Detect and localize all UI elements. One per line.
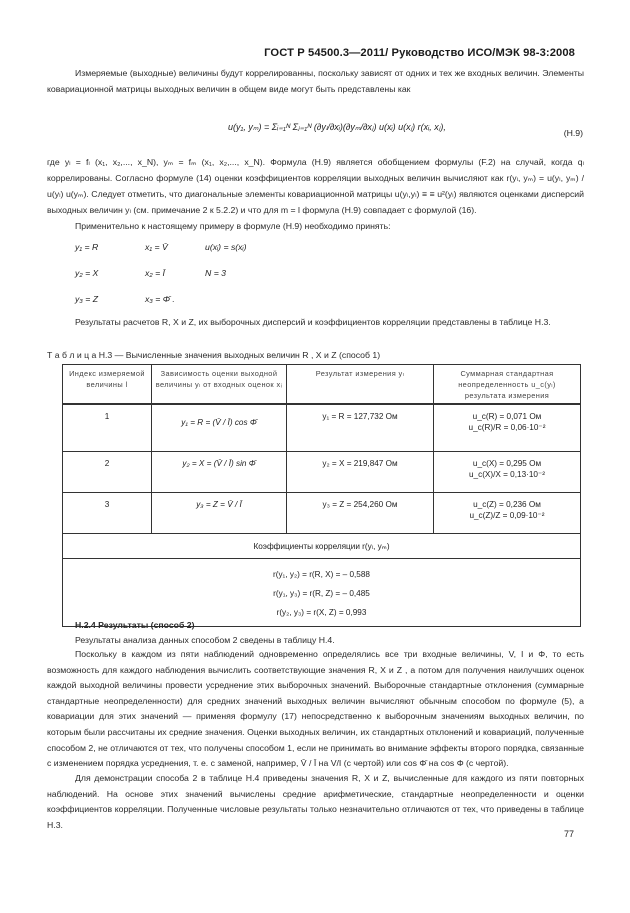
- uncertainty-rel: u_c(R)/R = 0,06·10⁻²: [468, 423, 546, 432]
- header-index: Индекс измеряемой величины l: [63, 365, 152, 405]
- section-paragraph-2: Поскольку в каждом из пяти наблюдений одновременно определялись все три входные величины, V, I и Φ, то есть возможность для каждого наблюдения вычислить соответствующие значения R, X и Z , а потом для получения наилучших оценок каждой выходной величины провести усреднение этих выборочных значений. Выборочные стандартные отклонения (суммарные стандартные неопределенности) для средних значений выходных величин вычисляют обычным способом по формуле (5), а ковариации для этих значений — применяя формулу (17) непосредственно к выборочным значениям выходных величин, по которым были рассчитаны их средние значения. Оценки выходных величин, их стандартных отклонений и ковариаций, полученные способом 2, не отличаются от тех, что получены способом 1, если не принимать во внимание эффекты второго порядка, связанные с изменением порядка усреднения, т. е. с заменой, например, V̄ / Ī на V/I (с чертой) или cos Φ̄ на cos Φ (с чертой).: [47, 649, 584, 769]
- table-header-row: [63, 365, 581, 405]
- table-row: [63, 452, 581, 493]
- cell-uncertainty: [434, 452, 581, 493]
- results-intro: Результаты расчетов R, X и Z, их выборочных дисперсий и коэффициентов корреляции представлены в таблице H.3.: [75, 317, 551, 327]
- cell-index: 1: [63, 404, 152, 452]
- assignment-x3: x₃ = Φ̄ .: [145, 294, 175, 304]
- table-caption: Т а б л и ц а H.3 — Вычисленные значения выходных величин R , X и Z (способ 1): [47, 350, 381, 360]
- cell-uncertainty: [434, 404, 581, 452]
- section-title: H.2.4 Результаты (способ 2): [75, 620, 195, 630]
- intro-paragraph: Измеряемые (выходные) величины будут коррелированны, поскольку зависят от одних и тех же входных величин. Элементы ковариационной матрицы выходных величин в общем виде могут быть представлены как: [47, 68, 584, 94]
- uncertainty-abs: u_c(R) = 0,071 Ом: [472, 412, 542, 421]
- cell-dependency: y₁ = R = (V̄ / Ī) cos Φ̄: [152, 404, 287, 452]
- cell-index: 3: [63, 493, 152, 534]
- correlation-r23: r(y₂, y₃) = r(X, Z) = 0,993: [276, 608, 367, 617]
- assignment-x1: x₁ = V̄: [145, 242, 168, 252]
- correlation-header: Коэффициенты корреляции r(yₗ, yₘ): [63, 534, 581, 559]
- formula-rhs: Σᵢ₌₁ᴺ Σⱼ₌₁ᴺ (∂yₗ/∂xᵢ)(∂yₘ/∂xⱼ) u(xᵢ) u(xⱼ) r(xᵢ, xⱼ),: [271, 122, 446, 132]
- application-paragraph: Применительно к настоящему примеру в формуле (H.9) необходимо принять:: [75, 221, 391, 231]
- cell-uncertainty: [434, 493, 581, 534]
- header-uncertainty: Суммарная стандартная неопределенность u_c(yₗ) результата измерения: [434, 365, 581, 405]
- document-header: ГОСТ Р 54500.3—2011/ Руководство ИСО/МЭК 98-3:2008: [264, 47, 575, 59]
- uncertainty-rel: u_c(X)/X = 0,13·10⁻²: [469, 470, 545, 479]
- section-paragraph-1: Результаты анализа данных способом 2 сведены в таблицу H.4.: [75, 635, 335, 645]
- table-row: [63, 404, 581, 452]
- assignment-x2: x₂ = Ī: [145, 268, 165, 278]
- page-number: 77: [563, 829, 574, 839]
- correlation-r13: r(y₁, y₃) = r(R, Z) = – 0,485: [273, 589, 370, 598]
- uncertainty-abs: u_c(Z) = 0,236 Ом: [473, 500, 541, 509]
- uncertainty-rel: u_c(Z)/Z = 0,09·10⁻²: [469, 511, 545, 520]
- assignment-y1: y₁ = R: [75, 242, 99, 252]
- cell-result: y₁ = R = 127,732 Ом: [287, 404, 434, 452]
- assignment-u: u(xᵢ) = s(xᵢ): [205, 242, 247, 252]
- cell-dependency: y₂ = X = (V̄ / Ī) sin Φ̄: [152, 452, 287, 493]
- correlation-header-row: [63, 534, 581, 559]
- results-table-h3: [62, 364, 581, 627]
- section-paragraph-3: Для демонстрации способа 2 в таблице H.4 приведены значения R, X и Z, вычисленные для каждого из пяти повторных наблюдений. На основе этих значений вычислены средние арифметические, стандартные неопределенности и оценки коэффициентов корреляции. Полученные числовые результаты только незначительно отличаются от тех, что приведены в таблице H.3.: [47, 773, 584, 830]
- cell-index: 2: [63, 452, 152, 493]
- uncertainty-abs: u_c(X) = 0,295 Ом: [472, 459, 542, 468]
- header-dependency: Зависимость оценки выходной величины yₗ от входных оценок xᵢ: [152, 365, 287, 405]
- assignment-n: N = 3: [205, 268, 227, 278]
- explanation-paragraph: где yₗ = fₗ (x₁, x₂,..., x_N), yₘ = fₘ (x₁, x₂,..., x_N). Формула (H.9) является обобщением формулы (F.2) на случай, когда qₗ коррелированы. Согласно формуле (14) оценки коэффициентов корреляции выходных величин вычисляют как r(yₗ, yₘ) = u(yₗ, yₘ) / u(yₗ) u(yₘ). Следует отметить, что диагональные элементы ковариационной матрицы u(yₗ,yₗ) ≡ ≡ u²(yₗ) являются оценками дисперсий выходных величин yₗ (см. примечание 2 к 5.2.2) и что для m = l формула (H.9) совпадает с формулой (16).: [47, 157, 584, 215]
- assignment-y3: y₃ = Z: [75, 294, 98, 304]
- formula-h9: [228, 122, 446, 133]
- cell-dependency: y₃ = Z = V̄ / Ī: [152, 493, 287, 534]
- cell-result: y₂ = X = 219,847 Ом: [287, 452, 434, 493]
- header-result: Результат измерения yₗ: [287, 365, 434, 405]
- formula-lhs: u(y₁, yₘ) =: [228, 122, 270, 132]
- correlation-r12: r(y₁, y₂) = r(R, X) = – 0,588: [273, 570, 370, 579]
- assignment-y2: y₂ = X: [75, 268, 99, 278]
- cell-result: y₃ = Z = 254,260 Ом: [287, 493, 434, 534]
- table-row: [63, 493, 581, 534]
- formula-number: (H.9): [563, 128, 583, 138]
